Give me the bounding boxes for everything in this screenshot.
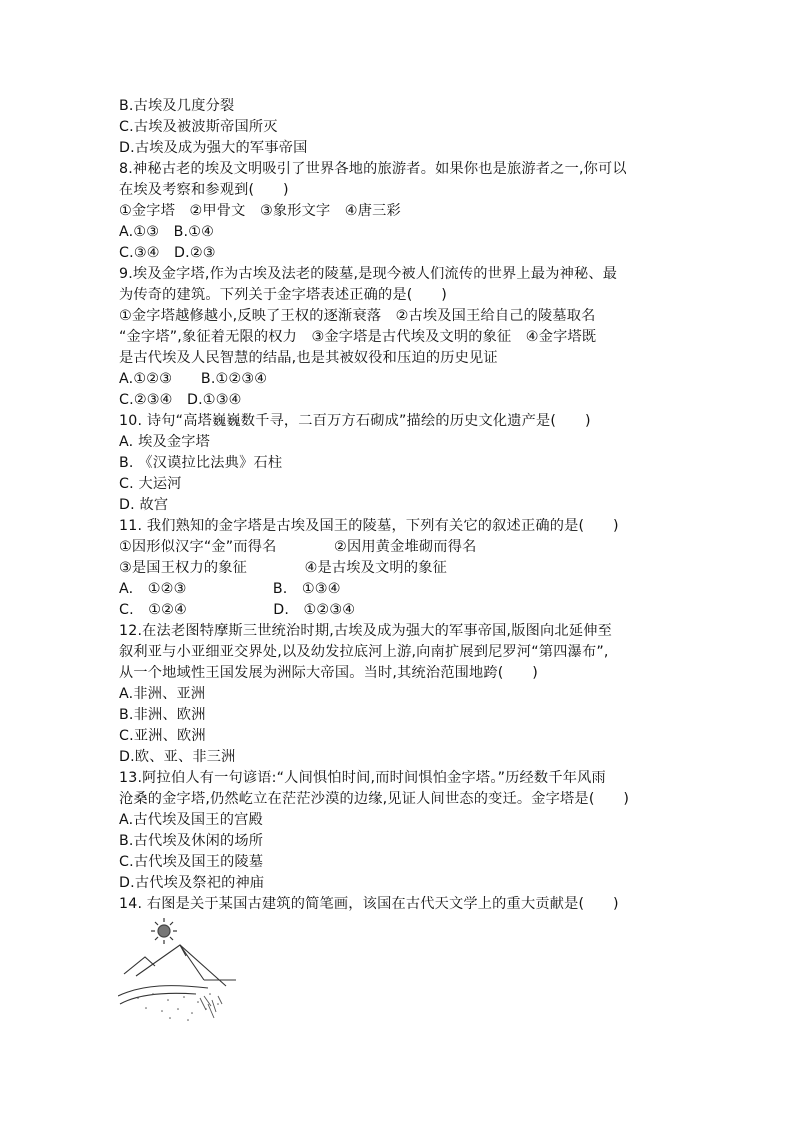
question-12-option-c: C.亚洲、欧洲 [119,728,206,744]
question-11-items-1: ①因形似汉字“金”而得名 ②因用黄金堆砌而得名 [119,539,477,555]
option-b-q7: B.古埃及几度分裂 [119,98,235,114]
question-12-stem: 12.在法老图特摩斯三世统治时期,古埃及成为强大的军事帝国,版图向北延伸至 [119,623,612,639]
question-12-option-a: A.非洲、亚洲 [119,686,206,702]
question-12-stem-cont-2: 从一个地域性王国发展为洲际大帝国。当时,其统治范围地跨( ) [119,665,539,681]
question-9-stem: 9.埃及金字塔,作为古埃及法老的陵墓,是现今被人们流传的世界上最为神秘、最 [119,266,618,282]
question-13-option-a: A.古代埃及国王的宫殿 [119,812,263,828]
question-10-stem: 10. 诗句“高塔巍巍数千寻，二百万方石砌成”描绘的历史文化遗产是( ) [119,413,591,429]
question-14-stem: 14. 右图是关于某国古建筑的简笔画，该国在古代天文学上的重大贡献是( ) [119,896,619,912]
question-12-option-d: D.欧、亚、非三洲 [119,749,236,765]
question-9-items-2: “金字塔”,象征着无限的权力 ③金字塔是古代埃及文明的象征 ④金字塔既 [119,329,597,345]
question-13-stem-cont: 沧桑的金字塔,仍然屹立在茫茫沙漠的边缘,见证人间世态的变迁。金字塔是( ) [119,791,630,807]
option-d-q7: D.古埃及成为强大的军事帝国 [119,140,308,156]
question-9-stem-cont: 为传奇的建筑。下列关于金字塔表述正确的是( ) [119,287,447,303]
question-10-option-b: B. 《汉谟拉比法典》石柱 [119,455,283,471]
option-c-q7: C.古埃及被波斯帝国所灭 [119,119,278,135]
sun-icon [151,918,177,944]
pyramid-icon [118,945,236,1004]
question-8-stem: 8.神秘古老的埃及文明吸引了世界各地的旅游者。如果你也是旅游者之一,你可以 [119,161,627,177]
question-8-options-ab: A.①③ B.①④ [119,224,215,240]
question-9-items-1: ①金字塔越修越小,反映了王权的逐渐衰落 ②古埃及国王给自己的陵墓取名 [119,308,596,324]
question-11-items-2: ③是国王权力的象征 ④是古埃及文明的象征 [119,560,447,576]
question-11-options-cd: C. ①②④ D. ①②③④ [119,602,356,618]
question-8-options-cd: C.③④ D.②③ [119,245,216,261]
sand-dots [137,993,219,1021]
question-9-options-cd: C.②③④ D.①③④ [119,392,242,408]
question-12-stem-cont-1: 叙利亚与小亚细亚交界处,以及幼发拉底河上游,向南扩展到尼罗河“第四瀑布”, [119,644,609,660]
question-13-stem: 13.阿拉伯人有一句谚语:“人间惧怕时间,而时间惧怕金字塔。”历经数千年风雨 [119,770,606,786]
question-11-stem: 11. 我们熟知的金字塔是古埃及国王的陵墓，下列有关它的叙述正确的是( ) [119,518,619,534]
question-9-options-ab: A.①②③ B.①②③④ [119,371,268,387]
grass-strokes [200,996,222,1018]
question-12-option-b: B.非洲、欧洲 [119,707,206,723]
question-9-items-3: 是古代埃及人民智慧的结晶,也是其被奴役和压迫的历史见证 [119,350,498,366]
question-8-stem-cont: 在埃及考察和参观到( ) [119,182,289,198]
question-10-option-a: A. 埃及金字塔 [119,434,211,450]
question-11-options-ab: A. ①②③ B. ①③④ [119,581,341,597]
question-10-option-d: D. 故宫 [119,497,169,513]
question-13-option-c: C.古代埃及国王的陵墓 [119,854,264,870]
question-13-option-b: B.古代埃及休闲的场所 [119,833,264,849]
question-13-option-d: D.古代埃及祭祀的神庙 [119,875,265,891]
pyramid-sketch-figure [118,914,242,1024]
question-10-option-c: C. 大运河 [119,476,182,492]
question-8-items: ①金字塔 ②甲骨文 ③象形文字 ④唐三彩 [119,203,401,219]
